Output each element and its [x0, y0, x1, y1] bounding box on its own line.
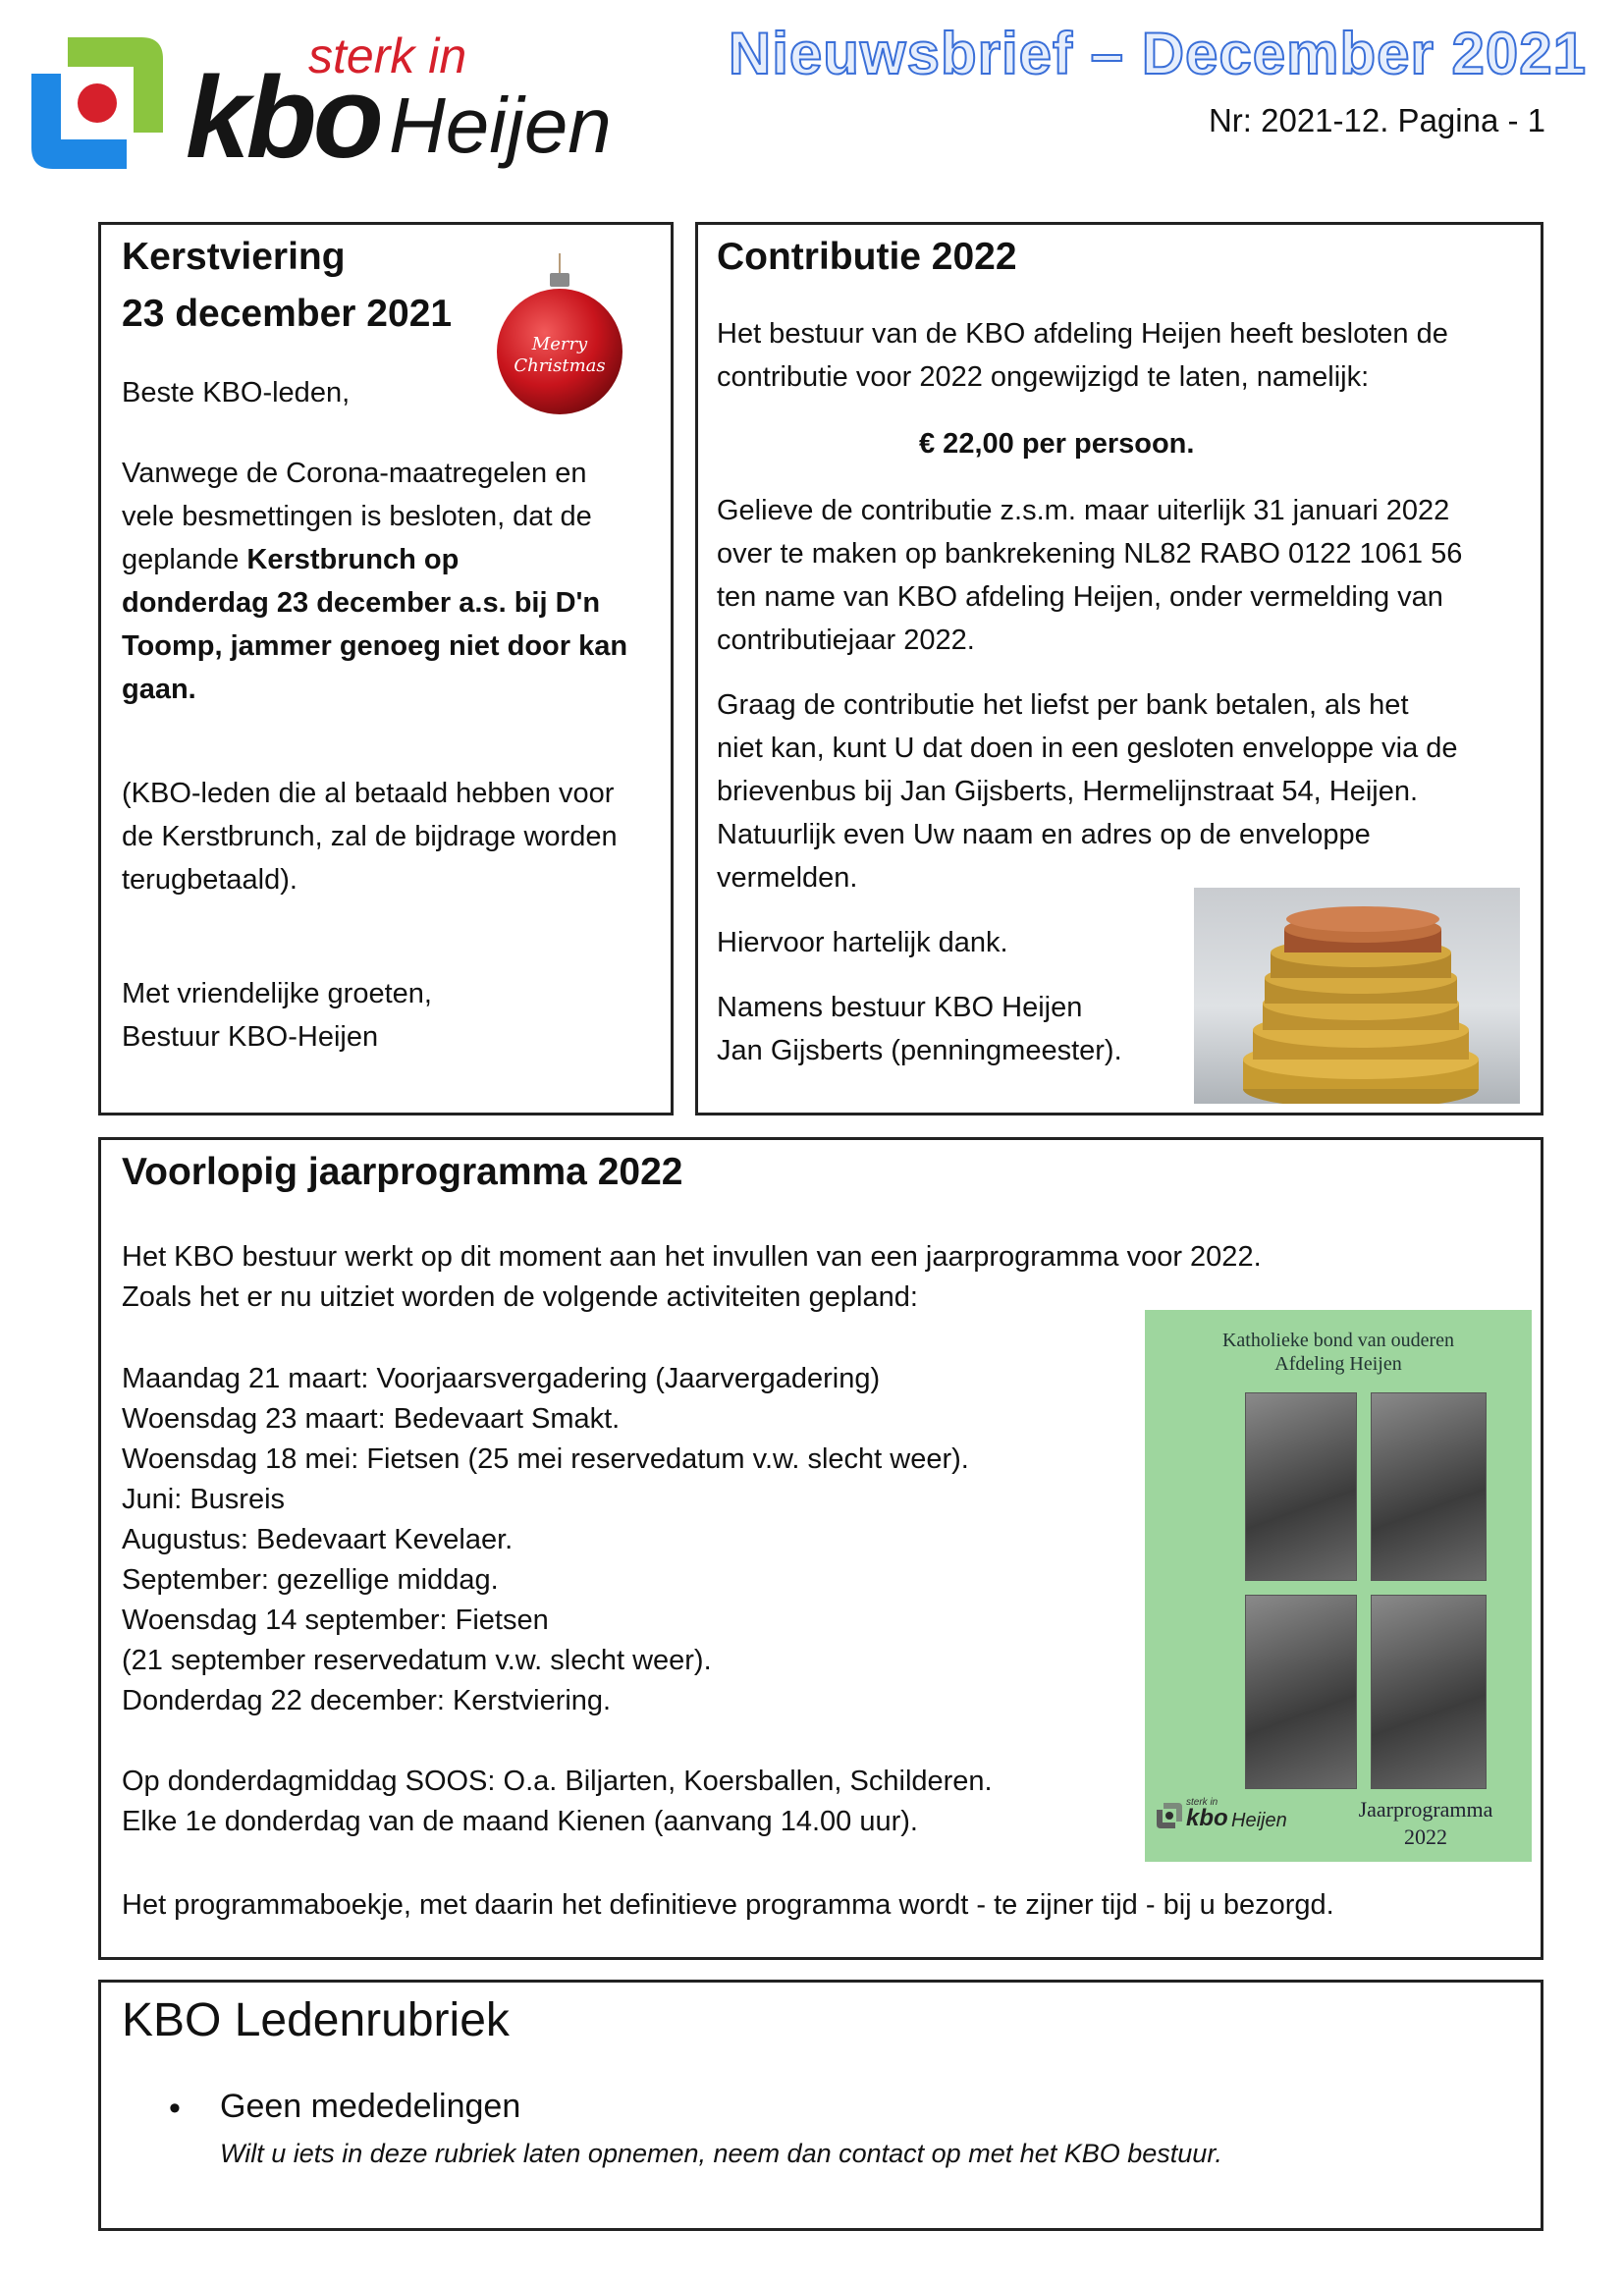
activity-item: (21 september reservedatum v.w. slecht weer). [122, 1645, 712, 1676]
activity-item: Juni: Busreis [122, 1484, 286, 1515]
activity-list [122, 1359, 969, 1721]
contributie-line: Het bestuur van de KBO afdeling Heijen heeft besloten de [717, 318, 1448, 350]
contributie-line: niet kan, kunt U dat doen in een gesloten enveloppe via de [717, 733, 1458, 764]
logo-kbo-text: kbo [186, 53, 380, 183]
kerst-bold-text: Kerstbrunch op [246, 544, 460, 575]
booklet-org-subline: Afdeling Heijen [1274, 1353, 1402, 1375]
kerst-refund-note [122, 772, 672, 901]
kerst-bold-text: gaan. [122, 674, 196, 705]
booklet-photo-chapel [1371, 1392, 1487, 1581]
logo-tagline: sterk in [308, 28, 467, 83]
coins-photo [1194, 888, 1520, 1104]
kerst-line: Vanwege de Corona-maatregelen en [122, 458, 587, 489]
booklet-org-line: Katholieke bond van ouderen [1221, 1330, 1455, 1351]
intro-line: Zoals het er nu uitziet worden de volgende activiteiten gepland: [122, 1281, 918, 1313]
kerst-line [122, 625, 672, 668]
booklet-logo-heijen: Heijen [1231, 1810, 1287, 1831]
intro-line: Het KBO bestuur werkt op dit moment aan het invullen van een jaarprogramma voor 2022. [122, 1241, 1262, 1273]
bullet-icon: • [169, 2090, 181, 2127]
soos-info [122, 1762, 993, 1842]
closing-signature: Bestuur KBO-Heijen [122, 1021, 379, 1053]
contributie-line: contributiejaar 2022. [717, 625, 975, 656]
closing-line: Met vriendelijke groeten, [122, 978, 432, 1009]
activity-item: Woensdag 18 mei: Fietsen (25 mei reservedatum v.w. slecht weer). [122, 1443, 969, 1475]
logo-heijen-text: Heijen [389, 82, 612, 169]
booklet-photo-church [1245, 1392, 1357, 1581]
contributie-signature [717, 986, 1122, 1072]
kerst-title: Kerstviering [122, 236, 346, 278]
kerst-line: (KBO-leden die al betaald hebben voor [122, 778, 615, 809]
signature-line: Namens bestuur KBO Heijen [717, 992, 1083, 1023]
kerst-closing [122, 972, 432, 1059]
activity-item: September: gezellige middag. [122, 1564, 499, 1596]
contributie-thanks: Hiervoor hartelijk dank. [717, 927, 1008, 958]
booklet-logo-kbo: kbo [1186, 1805, 1228, 1831]
jaarprogramma-footer: Het programmaboekje, met daarin het definitieve programma wordt - te zijner tijd - bij u bezorgd. [122, 1889, 1334, 1921]
contributie-envelope-info [717, 683, 1458, 899]
contributie-line: over te maken op bankrekening NL82 RABO 0122 1061 56 [717, 538, 1463, 570]
contributie-intro [717, 312, 1448, 399]
kerst-line: terugbetaald). [122, 864, 298, 896]
soos-line: Op donderdagmiddag SOOS: O.a. Biljarten, Koersballen, Schilderen. [122, 1766, 993, 1797]
newsletter-title: Nieuwsbrief – December 2021 [728, 21, 1587, 86]
ledenrubriek-title: KBO Ledenrubriek [122, 1994, 510, 2046]
kbo-logo [24, 22, 613, 189]
christmas-ornament-icon [481, 253, 638, 430]
activity-item: Maandag 21 maart: Voorjaarsvergadering (Jaarvergadering) [122, 1363, 881, 1394]
kerst-line: vele besmettingen is besloten, dat de [122, 501, 592, 532]
signature-line: Jan Gijsberts (penningmeester). [717, 1035, 1122, 1066]
contributie-payment-info [717, 489, 1462, 662]
coin-stack-icon [1194, 888, 1520, 1104]
kerst-greeting: Beste KBO-leden, [122, 377, 351, 408]
contributie-line: ten name van KBO afdeling Heijen, onder vermelding van [717, 581, 1443, 613]
issue-number: Nr: 2021-12. Pagina - 1 [1208, 102, 1545, 138]
activity-item: Donderdag 22 december: Kerstviering. [122, 1685, 612, 1716]
jaarprogramma-booklet-cover [1145, 1310, 1532, 1862]
svg-text:Christmas: Christmas [514, 355, 606, 376]
svg-text:Merry: Merry [531, 334, 588, 354]
jaarprogramma-intro [122, 1237, 1262, 1318]
contributie-title: Contributie 2022 [717, 236, 1017, 278]
booklet-logo-icon [1155, 1801, 1184, 1830]
contributie-line: vermelden. [717, 862, 858, 894]
booklet-photo-windmill [1245, 1595, 1357, 1789]
contributie-line: Graag de contributie het liefst per bank betalen, als het [717, 689, 1409, 721]
kerst-date-title: 23 december 2021 [122, 293, 453, 335]
kerst-line: de Kerstbrunch, zal de bijdrage worden [122, 821, 618, 852]
kerst-paragraph [122, 452, 672, 711]
kerst-bold-text: donderdag 23 december a.s. bij D'n [122, 587, 601, 619]
soos-line: Elke 1e donderdag van de maand Kienen (aanvang 14.00 uur). [122, 1806, 918, 1837]
kerst-text: geplande [122, 544, 247, 575]
booklet-logo-tagline: sterk in [1186, 1797, 1218, 1808]
kerst-bold-text: Toomp, jammer genoeg niet door kan [122, 630, 628, 662]
booklet-photo-trees [1371, 1595, 1487, 1789]
booklet-title: Jaarprogramma [1358, 1797, 1493, 1822]
contributie-line: contributie voor 2022 ongewijzigd te laten, namelijk: [717, 361, 1370, 393]
kerst-line [122, 668, 672, 711]
contributie-line: Natuurlijk even Uw naam en adres op de enveloppe [717, 819, 1371, 850]
activity-item: Augustus: Bedevaart Kevelaer. [122, 1524, 514, 1555]
booklet-year: 2022 [1404, 1824, 1447, 1849]
kerst-line [122, 538, 672, 581]
contributie-line: Gelieve de contributie z.s.m. maar uiterlijk 31 januari 2022 [717, 495, 1450, 526]
ledenrubriek-bullet: Geen mededelingen [220, 2088, 521, 2125]
kerst-line [122, 581, 672, 625]
activity-item: Woensdag 23 maart: Bedevaart Smakt. [122, 1403, 621, 1435]
activity-item: Woensdag 14 september: Fietsen [122, 1605, 549, 1636]
contributie-line: brievenbus bij Jan Gijsberts, Hermelijnstraat 54, Heijen. [717, 776, 1419, 807]
ledenrubriek-note: Wilt u iets in deze rubriek laten opnemen, neem dan contact op met het KBO bestuur. [220, 2139, 1222, 2168]
jaarprogramma-title: Voorlopig jaarprogramma 2022 [122, 1151, 683, 1193]
contributie-amount: € 22,00 per persoon. [919, 428, 1195, 460]
kbo-logo-mark-icon [24, 29, 171, 177]
